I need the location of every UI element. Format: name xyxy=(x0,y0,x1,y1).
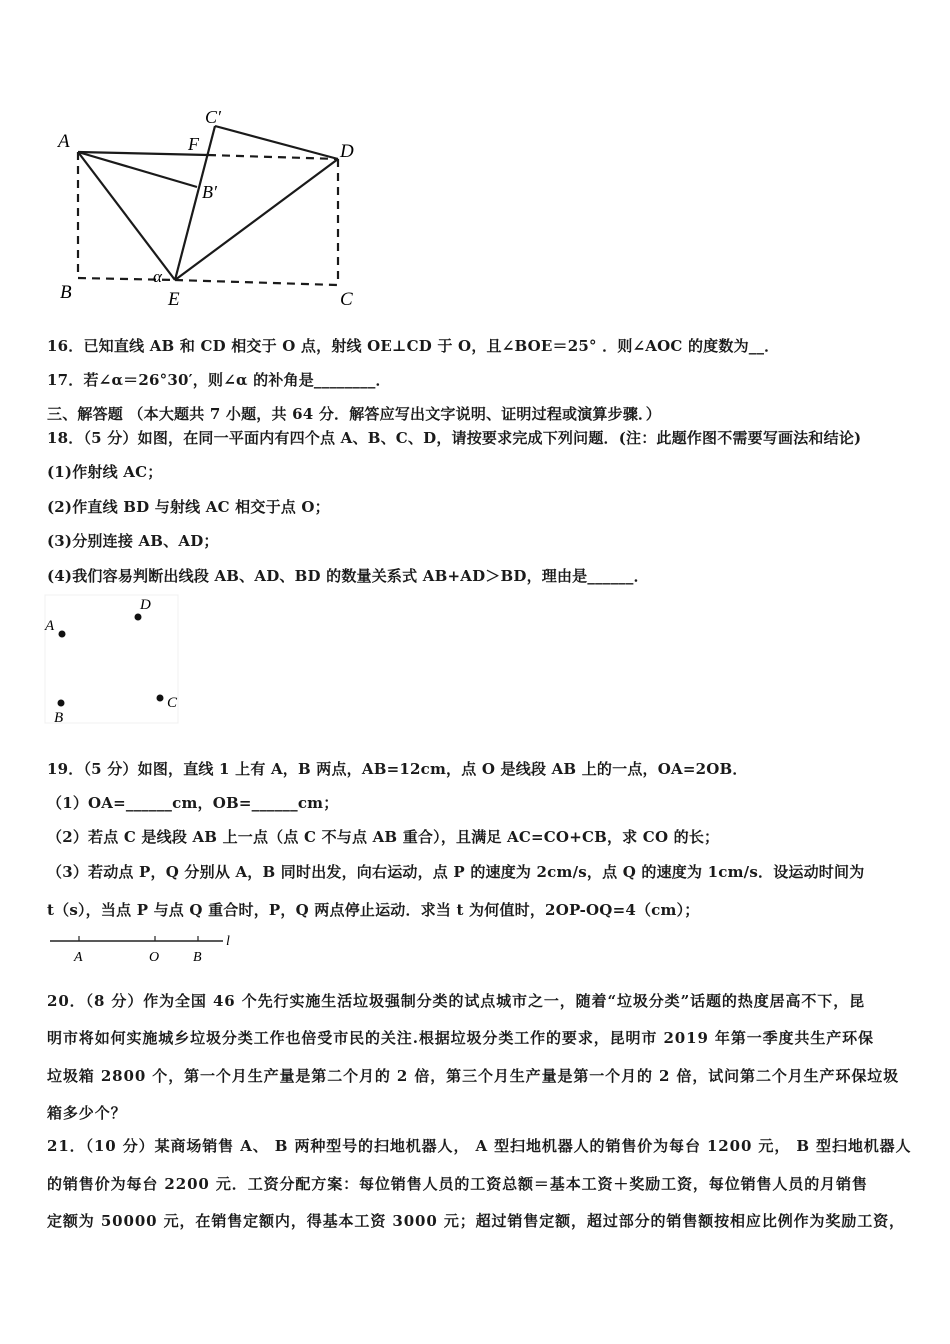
question-19-part-3: （3）若动点 P，Q 分别从 A，B 同时出发，向右运动，点 P 的速度为 2cm/s，点 Q 的速度为 1cm/s．设运动时间为 xyxy=(47,863,865,881)
section-3-heading: 三、解答题 （本大题共 7 小题，共 64 分．解答应写出文字说明、证明过程或演算步骤．） xyxy=(47,405,661,423)
four-points-figure xyxy=(40,590,200,730)
svg-text:A: A xyxy=(45,618,55,634)
svg-text:E: E xyxy=(168,289,180,310)
question-20-line-3: 垃圾箱 2800 个，第一个月生产量是第二个月的 2 倍，第三个月生产量是第一个月的 2 倍，试问第二个月生产环保垃圾 xyxy=(47,1067,900,1085)
question-21-line-1: 21．（10 分）某商场销售 A、 B 两种型号的扫地机器人， A 型扫地机器人的销售价为每台 1200 元， B 型扫地机器人 xyxy=(47,1137,912,1155)
svg-text:C: C xyxy=(167,695,178,711)
question-18-part-4: (4)我们容易判断出线段 AB、AD、BD 的数量关系式 AB+AD＞BD，理由是______． xyxy=(47,567,649,585)
svg-text:D: D xyxy=(140,597,151,613)
svg-text:F: F xyxy=(188,134,199,154)
svg-text:C: C xyxy=(340,289,353,310)
svg-text:D: D xyxy=(340,141,354,162)
question-18-part-2: (2)作直线 BD 与射线 AC 相交于点 O； xyxy=(47,498,330,516)
question-18-part-3: (3)分别连接 AB、AD； xyxy=(47,532,219,550)
question-19-stem: 19．（5 分）如图，直线 1 上有 A，B 两点，AB=12cm，点 O 是线段 AB 上的一点，OA=2OB． xyxy=(47,760,748,778)
question-21-line-2: 的销售价为每台 2200 元．工资分配方案：每位销售人员的工资总额＝基本工资＋奖励工资，每位销售人员的月销售 xyxy=(47,1175,868,1193)
svg-text:C′: C′ xyxy=(205,107,221,127)
question-19-part-2: （2）若点 C 是线段 AB 上一点（点 C 不与点 AB 重合），且满足 AC=CO+CB，求 CO 的长； xyxy=(47,828,720,846)
question-16: 16．已知直线 AB 和 CD 相交于 O 点，射线 OE⊥CD 于 O，且∠BOE＝25° ．则∠AOC 的度数为__． xyxy=(47,337,780,355)
question-21-line-3: 定额为 50000 元，在销售定额内，得基本工资 3000 元；超过销售定额，超过部分的销售额按相应比例作为奖励工资， xyxy=(47,1212,905,1230)
question-18-part-1: (1)作射线 AC； xyxy=(47,463,163,481)
svg-text:B: B xyxy=(54,710,64,726)
svg-text:B: B xyxy=(193,950,202,965)
svg-text:A: A xyxy=(58,131,70,152)
question-17: 17．若∠α＝26°30′，则∠α 的补角是________． xyxy=(47,371,391,389)
question-20-line-2: 明市将如何实施城乡垃圾分类工作也倍受市民的关注.根据垃圾分类工作的要求，昆明市 2019 年第一季度共生产环保 xyxy=(47,1029,874,1047)
svg-text:A: A xyxy=(74,950,83,965)
question-20-line-4: 箱多少个？ xyxy=(47,1104,127,1122)
svg-text:α: α xyxy=(153,267,162,286)
question-19-part-3-cont: t（s），当点 P 与点 Q 重合时，P，Q 两点停止运动．求当 t 为何值时，2OP-OQ=4（cm）； xyxy=(47,901,700,919)
question-19-part-1: （1）OA=______cm，OB=______cm； xyxy=(47,794,339,812)
svg-text:B′: B′ xyxy=(202,182,217,202)
fold-rectangle-figure xyxy=(40,95,380,315)
svg-text:B: B xyxy=(60,282,72,303)
question-20-line-1: 20．（8 分）作为全国 46 个先行实施生活垃圾强制分类的试点城市之一，随着“垃圾分类”话题的热度居高不下，昆 xyxy=(47,992,866,1010)
question-18-stem: 18．（5 分）如图，在同一平面内有四个点 A、B、C、D，请按要求完成下列问题．(注：此题作图不需要写画法和结论) xyxy=(47,429,862,447)
svg-text:O: O xyxy=(149,950,160,965)
number-line-figure xyxy=(40,925,250,970)
svg-text:l: l xyxy=(226,934,230,949)
